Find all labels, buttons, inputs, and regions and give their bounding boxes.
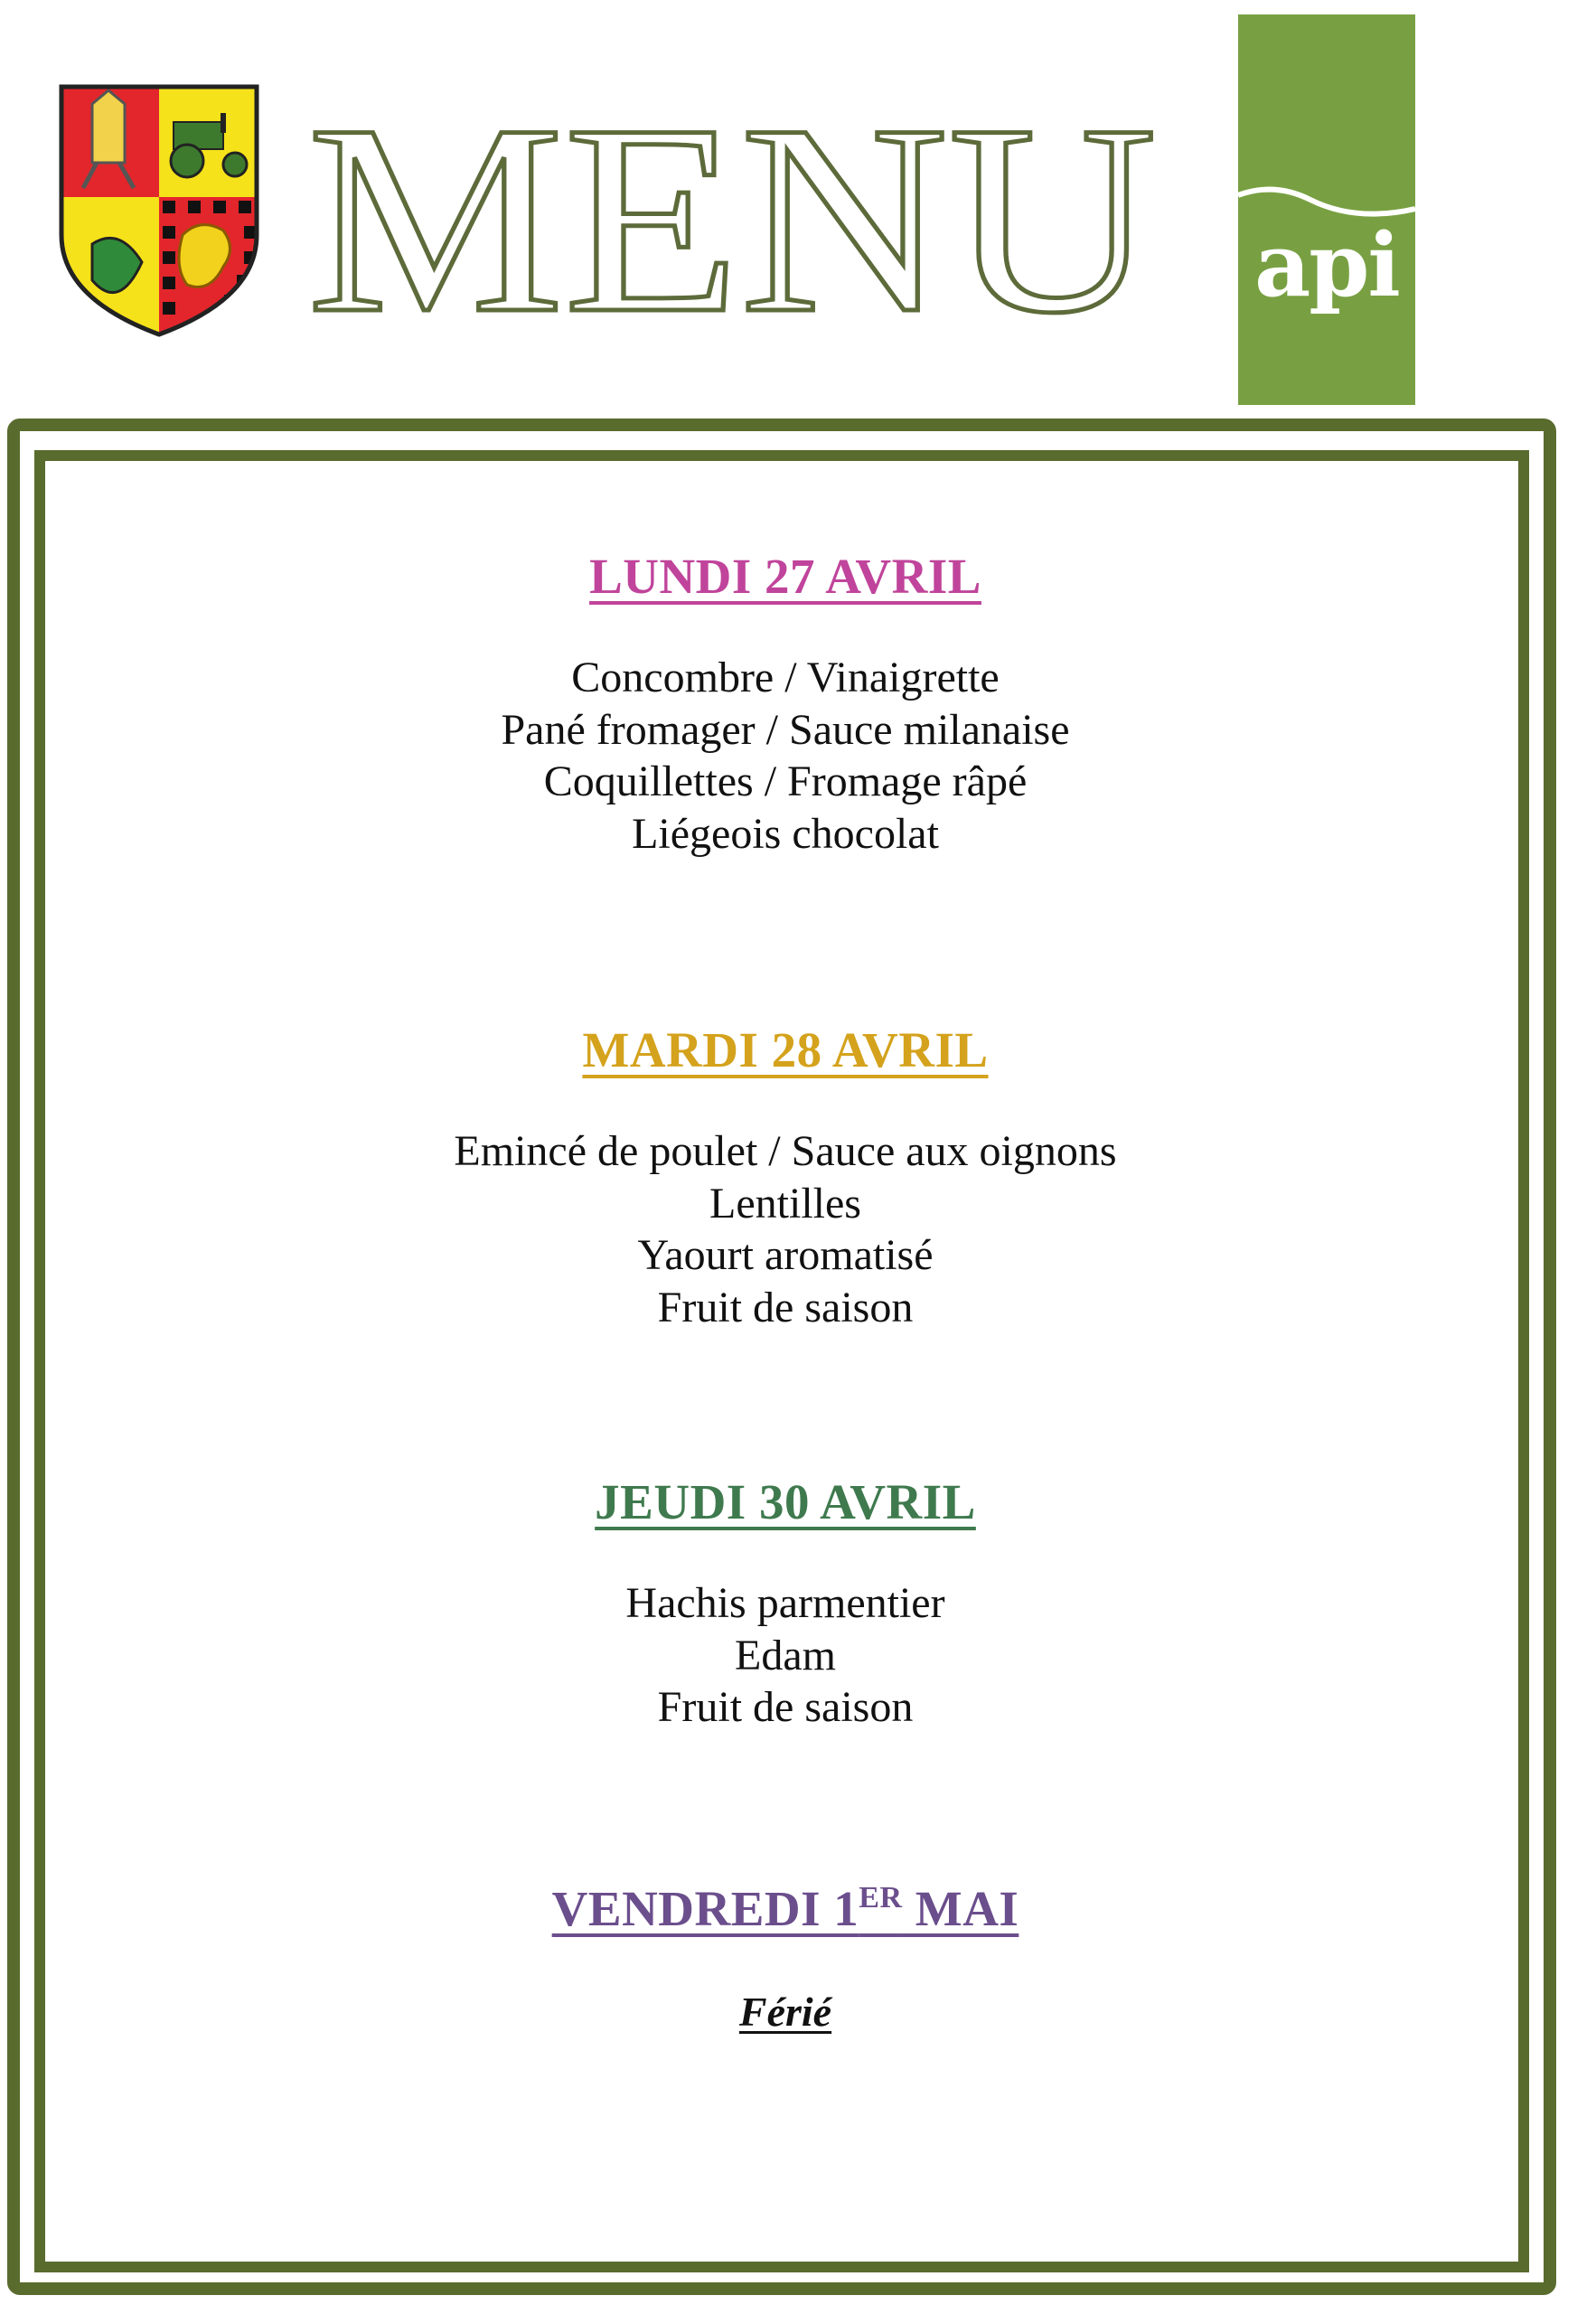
dish-item: Emincé de poulet / Sauce aux oignons [454,1127,1117,1175]
day-heading-friday-ordinal: ER [859,1881,903,1914]
dish-item: Edam [735,1631,836,1679]
dish-item: Pané fromager / Sauce milanaise [501,705,1070,754]
dish-item: Concombre / Vinaigrette [571,654,1000,701]
coat-of-arms-logo [56,81,262,339]
dish-item: Liégeois chocolat [632,809,939,858]
day-heading-monday: LUNDI 27 AVRIL [589,549,981,604]
dish-item: Coquillettes / Fromage râpé [543,757,1028,805]
day-heading-friday [0,1881,1571,1936]
dish-item: Yaourt aromatisé [637,1231,934,1279]
dish-list-tuesday [0,1125,1571,1333]
dish-item: Fruit de saison [657,1283,914,1331]
menu-title [298,86,1166,348]
dish-item: Hachis parmentier [625,1579,945,1627]
day-section-monday [0,551,1571,860]
day-heading-friday-prefix: VENDREDI 1 [551,1881,859,1936]
dish-item: Fruit de saison [657,1683,914,1731]
day-heading-thursday: JEUDI 30 AVRIL [595,1474,976,1529]
day-section-friday [0,1881,1571,2036]
dish-list-monday [0,652,1571,860]
day-section-tuesday [0,1022,1571,1333]
dish-list-thursday [0,1577,1571,1734]
day-heading-tuesday: MARDI 28 AVRIL [582,1022,989,1077]
day-heading-friday-suffix: MAI [902,1881,1019,1936]
api-logo [1238,14,1415,405]
day-section-thursday [0,1474,1571,1734]
menu-title-text: MENU [307,86,1157,348]
api-logo-text: api [1254,214,1399,316]
holiday-note: Férié [738,1989,832,2035]
dish-item: Lentilles [709,1179,861,1228]
